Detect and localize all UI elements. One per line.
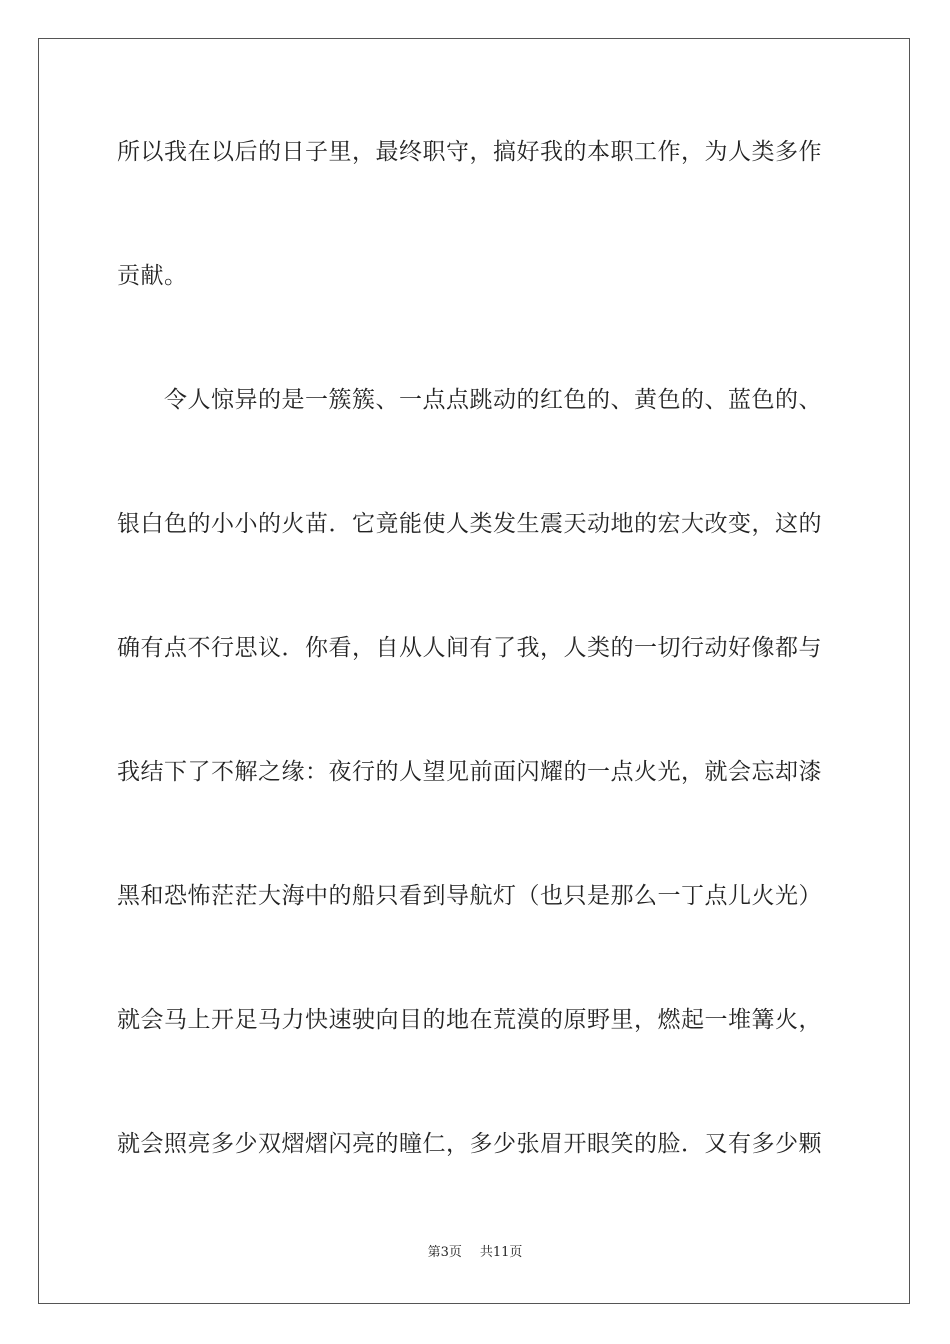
page-total: 共11页	[479, 1245, 523, 1260]
text-line-6: 我结下了不解之缘：夜行的人望见前面闪耀的一点火光，就会忘却漆	[117, 759, 822, 785]
text-line-9: 就会照亮多少双熠熠闪亮的瞳仁，多少张眉开眼笑的脸．又有多少颗	[117, 1131, 822, 1157]
page-number: 第3页	[427, 1245, 462, 1260]
text-line-7: 黑和恐怖茫茫大海中的船只看到导航灯（也只是那么一丁点儿火光）	[117, 883, 822, 909]
page-border	[38, 38, 910, 1304]
text-line-5: 确有点不行思议．你看，自从人间有了我，人类的一切行动好像都与	[117, 635, 822, 661]
text-line-8: 就会马上开足马力快速驶向目的地在荒漠的原野里，燃起一堆篝火，	[117, 1007, 822, 1033]
page-footer	[0, 1244, 950, 1262]
text-line-3-paragraph-start: 令人惊异的是一簇簇、一点点跳动的红色的、黄色的、蓝色的、	[164, 387, 822, 413]
text-line-4: 银白色的小小的火苗．它竟能使人类发生震天动地的宏大改变，这的	[117, 511, 822, 537]
text-line-2: 贡献。	[117, 263, 188, 289]
text-line-1: 所以我在以后的日子里，最终职守，搞好我的本职工作，为人类多作	[117, 139, 822, 165]
